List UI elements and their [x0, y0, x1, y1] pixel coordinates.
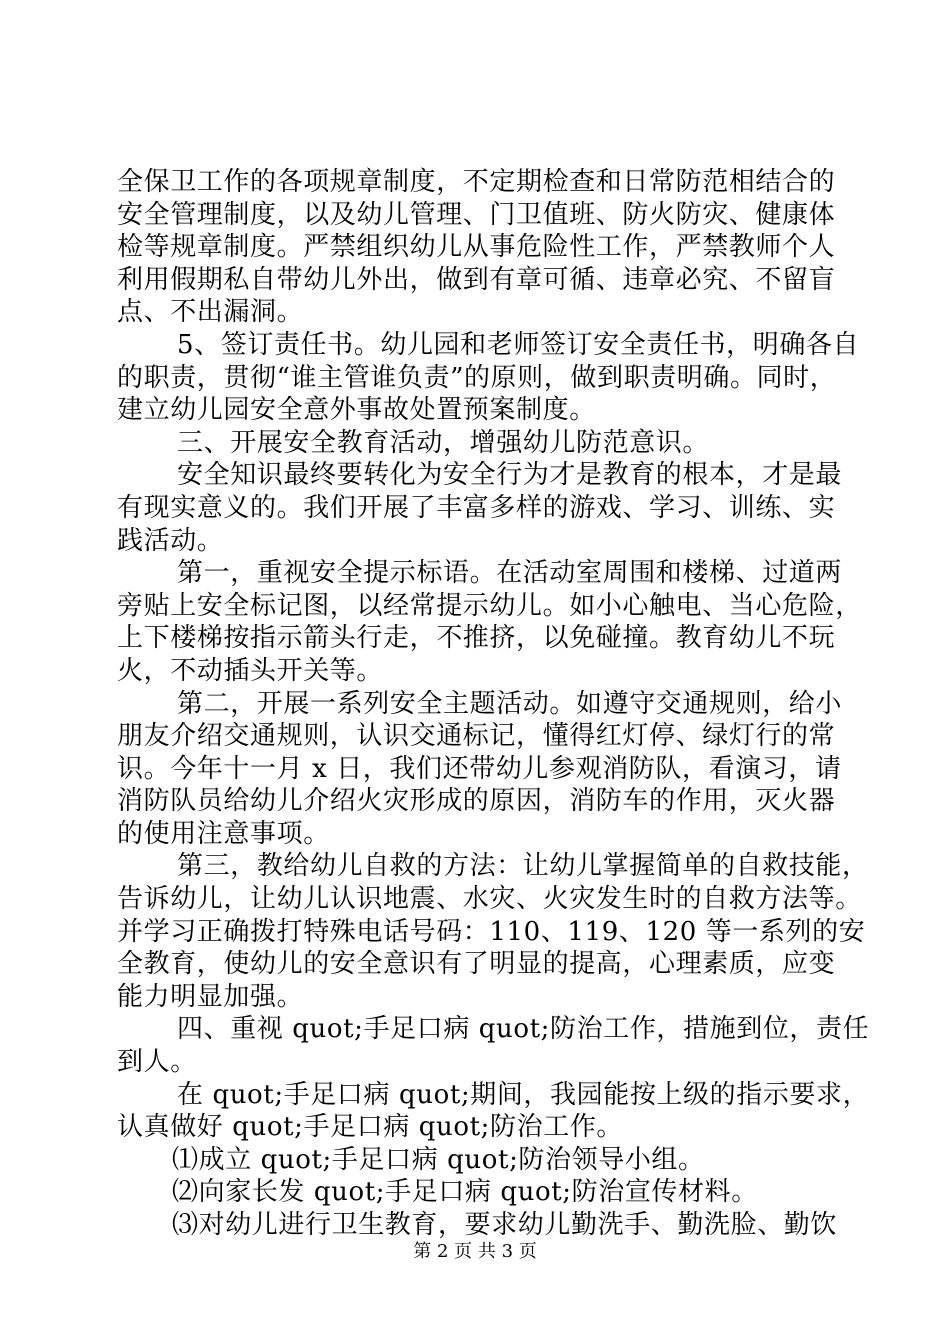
text-line: 全教育，使幼儿的安全意识有了明显的提高，心理素质，应变	[117, 949, 836, 980]
text-line: 三、开展安全教育活动，增强幼儿防范意识。	[177, 427, 710, 458]
text-line: 上下楼梯按指示箭头行走，不推挤，以免碰撞。教育幼儿不玩	[117, 623, 836, 654]
text-line: 利用假期私自带幼儿外出，做到有章可循、违章必究、不留盲	[117, 264, 836, 295]
text-line: 火，不动插头开关等。	[117, 655, 384, 686]
text-line: 告诉幼儿，让幼儿认识地震、水灾、火灾发生时的自救方法等。	[117, 884, 862, 915]
text-line: 全保卫工作的各项规章制度，不定期检查和日常防范相结合的	[117, 167, 836, 197]
text-line: 四、重视 quot;手足口病 quot;防治工作，措施到位，责任	[177, 1014, 870, 1045]
text-line: 识。今年十一月 x 日，我们还带幼儿参观消防队，看演习，请	[117, 753, 842, 784]
text-line: 第三，教给幼儿自救的方法：让幼儿掌握简单的自救技能，	[177, 851, 869, 882]
text-line: 检等规章制度。严禁组织幼儿从事危险性工作，严禁教师个人	[117, 232, 836, 263]
text-line: ⑵向家长发 quot;手足口病 quot;防治宣传材料。	[172, 1177, 758, 1208]
text-line: 第一，重视安全提示标语。在活动室周围和楼梯、过道两	[177, 558, 843, 589]
text-line: ⑶对幼儿进行卫生教育，要求幼儿勤洗手、勤洗脸、勤饮	[172, 1210, 838, 1240]
text-line: 并学习正确拨打特殊电话号码：110、119、120 等一系列的安	[117, 916, 866, 947]
text-line: 建立幼儿园安全意外事故处置预案制度。	[117, 395, 596, 426]
document-body	[117, 166, 870, 1242]
text-line: 践活动。	[117, 525, 224, 556]
text-line: 安全知识最终要转化为安全行为才是教育的根本，才是最	[177, 460, 843, 491]
text-line: 安全管理制度，以及幼儿管理、门卫值班、防火防灾、健康体	[117, 199, 836, 230]
text-line: 能力明显加强。	[117, 981, 304, 1012]
text-line: 认真做好 quot;手足口病 quot;防治工作。	[117, 1112, 624, 1143]
text-line: 的使用注意事项。	[117, 818, 330, 849]
text-line: 点、不出漏洞。	[117, 297, 304, 328]
text-line: 旁贴上安全标记图，以经常提示幼儿。如小心触电、当心危险，	[117, 590, 862, 621]
text-line: 在 quot;手足口病 quot;期间，我园能按上级的指示要求，	[177, 1079, 870, 1110]
text-line: 到人。	[117, 1047, 197, 1078]
text-line: 的职责，贯彻“谁主管谁负责”的原则，做到职责明确。同时，	[117, 362, 837, 393]
text-line: 5、签订责任书。幼儿园和老师签订安全责任书，明确各自	[177, 329, 860, 360]
text-line: 消防队员给幼儿介绍火灾形成的原因，消防车的作用，灭火器	[117, 786, 836, 817]
text-line: 朋友介绍交通规则，认识交通标记，懂得红灯停、绿灯行的常	[117, 721, 836, 752]
page-footer: 第 2 页 共 3 页	[413, 1241, 537, 1262]
text-line: ⑴成立 quot;手足口病 quot;防治领导小组。	[172, 1144, 705, 1175]
text-line: 第二，开展一系列安全主题活动。如遵守交通规则，给小	[177, 688, 843, 719]
text-line: 有现实意义的。我们开展了丰富多样的游戏、学习、训练、实	[117, 492, 836, 523]
